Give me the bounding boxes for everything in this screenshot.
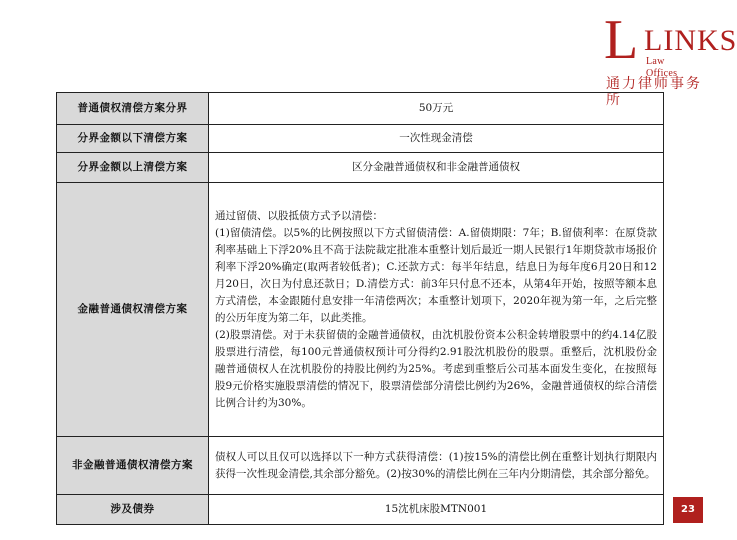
row-value: 50万元 [209,93,664,125]
row-label: 金融普通债权清偿方案 [57,183,209,437]
table-row [57,183,664,437]
table-row [57,153,664,183]
llinks-logo [604,8,737,108]
row-label: 涉及债券 [57,495,209,525]
logo-subtitle: Law Offices [646,56,678,79]
description-paragraph: 通过留债、以股抵债方式予以清偿： [215,209,383,222]
description-paragraph: (2)股票清偿。对于未获留债的金融普通债权，由沈机股份资本公积金转增股票中的约4.14亿股股票进行清偿，每100元普通债权预计可分得约2.91股沈机股份的股票。重整后，沈机股份金融普通债权人在沈机股份的持股比例约为25%。考虑到重整后公司基本面发生变化，在按照每股9元价格实施股票清偿的情况下，股票清偿部分清偿比例约为26%，金融普通债权的综合清偿比例合计约为30%。 [215,328,657,409]
description-paragraph: 债权人可以且仅可以选择以下一种方式获得清偿：(1)按15%的清偿比例在重整计划执行期限内获得一次性现金清偿,其余部分豁免。(2)按30%的清偿比例在三年内分期清偿，其余部分豁免。 [215,450,657,480]
row-description [209,183,664,437]
page-number-badge: 23 [673,497,703,523]
row-label: 分界金额以下清偿方案 [57,125,209,153]
table-row [57,93,664,125]
table-row [57,495,664,525]
logo-chinese-name: 通力律师事务所 [606,76,702,108]
row-label: 非金融普通债权清偿方案 [57,437,209,495]
table-row [57,125,664,153]
row-label: 分界金额以上清偿方案 [57,153,209,183]
row-description [209,437,664,495]
logo-letter-l: L [604,9,639,71]
row-value: 区分金融普通债权和非金融普通债权 [209,153,664,183]
row-label: 普通债权清偿方案分界 [57,93,209,125]
logo-letters-links: LINKS [644,24,737,57]
row-value: 15沈机床股MTN001 [209,495,664,525]
row-value: 一次性现金清偿 [209,125,664,153]
table-row [57,437,664,495]
debt-repayment-plan-table [56,92,664,525]
description-paragraph: (1)留债清偿。以5%的比例按照以下方式留债清偿：A.留债期限：7年；B.留债利率：在原贷款利率基础上下浮20%且不高于法院裁定批准本重整计划后最近一期人民银行1年期贷款市场报价利率下浮20%确定(取两者较低者)；C.还款方式：每半年结息，结息日为每年度6月20日和12月20日，次日为付息还款日；D.清偿方式：前3年只付息不还本，从第4年开始，按照等额本息方式清偿，本金跟随付息安排一年清偿两次；本重整计划项下，2020年视为第一年，之后完整的公历年度为第二年，以此类推。 [215,226,657,324]
